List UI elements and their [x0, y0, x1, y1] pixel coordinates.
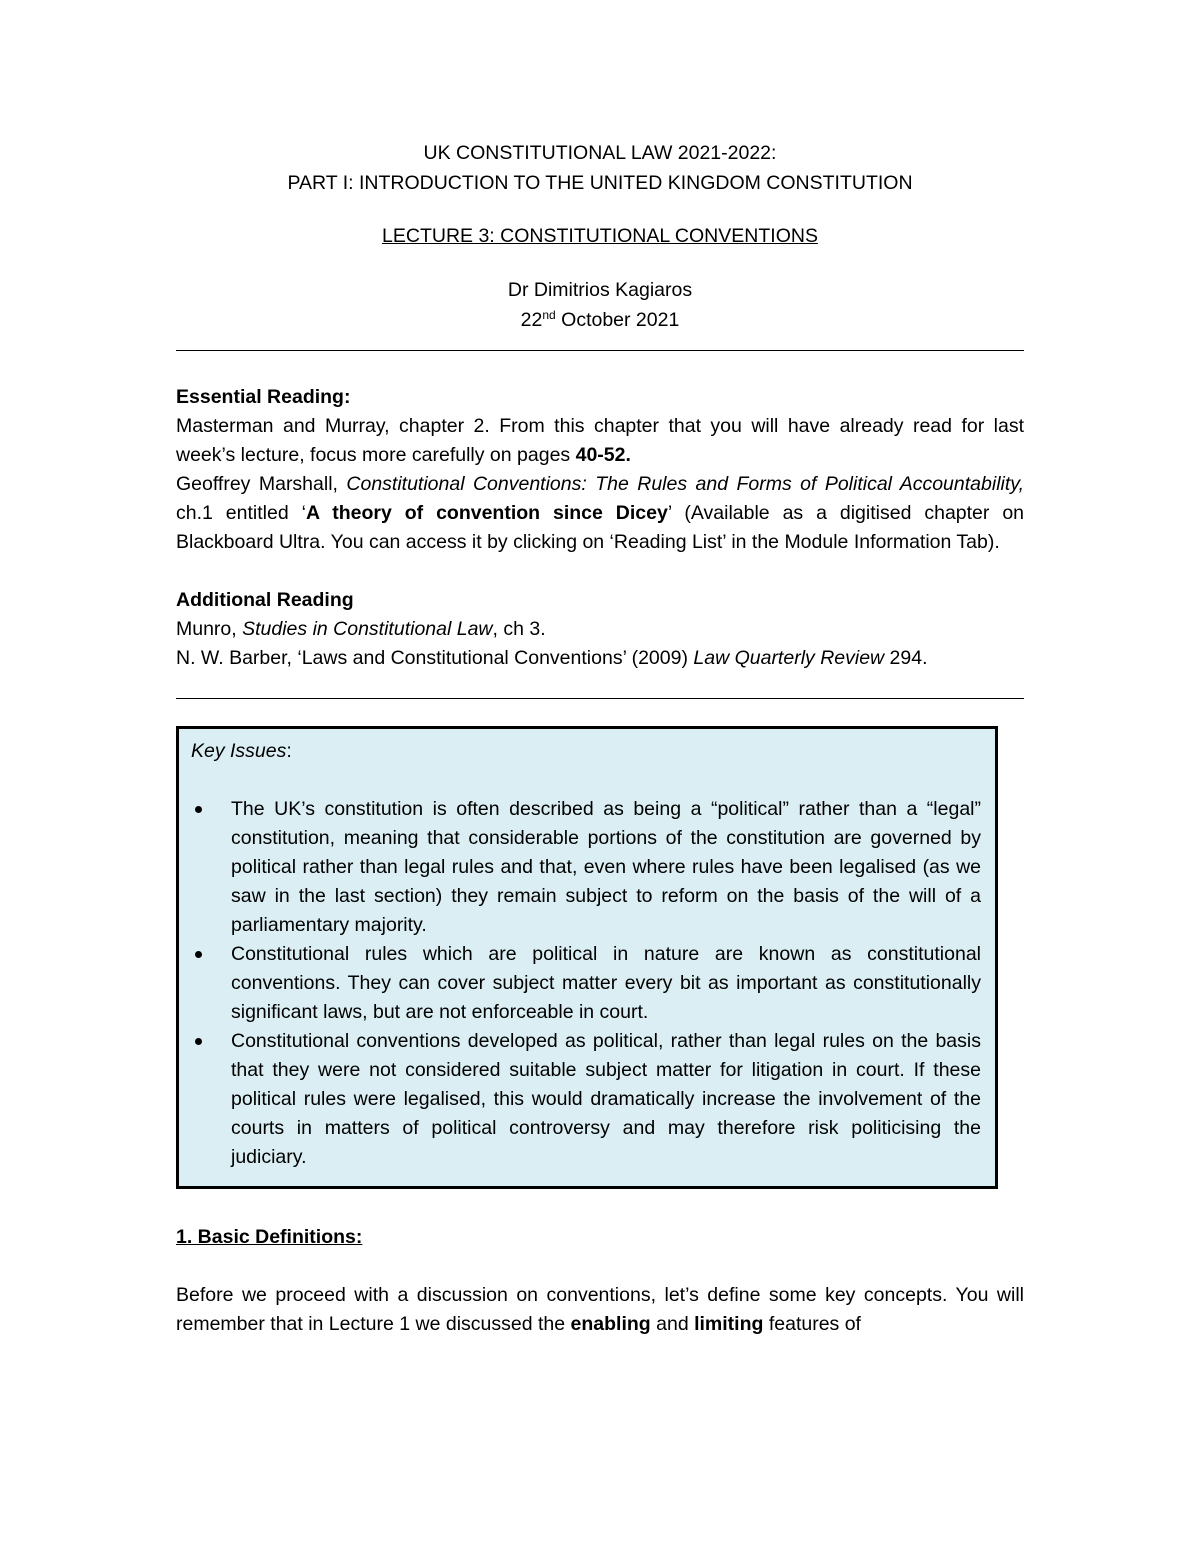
key-issues-colon: : [286, 740, 292, 762]
course-title: UK CONSTITUTIONAL LAW 2021-2022: [423, 142, 777, 164]
paragraph-text: features of [763, 1313, 861, 1335]
emphasis-enabling: enabling [570, 1313, 651, 1335]
essential-reading-text: Masterman and Murray, chapter 2. From this chapter that you will have already read for last week’s lecture, focus more carefully on pages [176, 415, 1024, 466]
lecture-date [176, 305, 1024, 335]
reading-text: ’ (Available as a digitised chapter on Blackboard Ultra. You can access it by clicking on ‘Reading List’ in the Module Information Tab). [176, 502, 1025, 553]
additional-reading-item [176, 615, 1024, 644]
date-suffix: nd [542, 308, 556, 322]
reading-book-title: Studies in Constitutional Law [242, 618, 493, 640]
bullet-icon [195, 951, 202, 958]
key-issue-text: Constitutional rules which are political in nature are known as constitutional conventions. They can cover subject matter every bit as important as constitutionally significant laws, but are not enforceable in court. [231, 943, 981, 1023]
key-issues-list [191, 795, 981, 1172]
divider [176, 698, 1024, 699]
emphasis-limiting: limiting [694, 1313, 764, 1335]
author-block [176, 275, 1024, 335]
date-rest: October 2021 [555, 309, 680, 331]
section-paragraph [176, 1281, 1024, 1339]
paragraph-text: Before we proceed with a discussion on conventions, let’s define some key concepts. You will remember that in Lecture 1 we discussed the [176, 1284, 1024, 1335]
essential-reading-item [176, 412, 1024, 470]
essential-reading-pages: 40-52. [575, 444, 631, 466]
paragraph-text: and [650, 1313, 695, 1335]
document-page [176, 138, 1024, 1339]
reading-chapter-title: A theory of convention since Dicey [305, 502, 668, 524]
reading-author: N. W. Barber, ‘Laws and Constitutional Conventions’ (2009) [176, 647, 694, 669]
key-issue-item [191, 1027, 981, 1172]
author-name: Dr Dimitrios Kagiaros [507, 279, 693, 301]
reading-text: ch.1 entitled ‘ [176, 502, 306, 524]
key-issue-item [191, 940, 981, 1027]
key-issues-heading [191, 737, 981, 766]
part-title: PART I: INTRODUCTION TO THE UNITED KINGDOM CONSTITUTION [287, 172, 913, 194]
divider [176, 350, 1024, 351]
section-heading: 1. Basic Definitions: [176, 1226, 363, 1248]
bullet-icon [195, 806, 202, 813]
essential-reading-item [176, 470, 1024, 557]
reading-text: , ch 3. [492, 618, 546, 640]
additional-reading-heading: Additional Reading [176, 589, 354, 611]
key-issue-text: Constitutional conventions developed as political, rather than legal rules on the basis that they were not considered suitable subject matter for litigation in court. If these political rules were legalised, this would dramatically increase the involvement of the courts in matters of political controversy and may therefore risk politicising the judiciary. [231, 1030, 981, 1168]
reading-text: 294. [884, 647, 928, 669]
date-day: 22 [520, 309, 543, 331]
essential-reading-section [176, 383, 1024, 557]
bullet-icon [195, 1038, 202, 1045]
reading-journal: Law Quarterly Review [693, 647, 885, 669]
key-issues-box [176, 726, 998, 1189]
reading-author: Munro, [176, 618, 243, 640]
essential-reading-heading: Essential Reading: [176, 386, 351, 408]
key-issues-label: Key Issues [191, 740, 287, 762]
key-issue-item [191, 795, 981, 940]
lecture-title: LECTURE 3: CONSTITUTIONAL CONVENTIONS [382, 225, 818, 247]
reading-book-title: Constitutional Conventions: The Rules and Forms of Political Accountability, [346, 473, 1024, 495]
document-header [176, 138, 1024, 198]
additional-reading-section [176, 586, 1024, 673]
key-issue-text: The UK’s constitution is often described as being a “political” rather than a “legal” constitution, meaning that considerable portions of the constitution are governed by political rather than legal rules and that, even where rules have been legalised (as we saw in the last section) they remain subject to reform on the basis of the will of a parliamentary majority. [231, 798, 981, 936]
additional-reading-item [176, 644, 1024, 673]
reading-author: Geoffrey Marshall, [176, 473, 347, 495]
